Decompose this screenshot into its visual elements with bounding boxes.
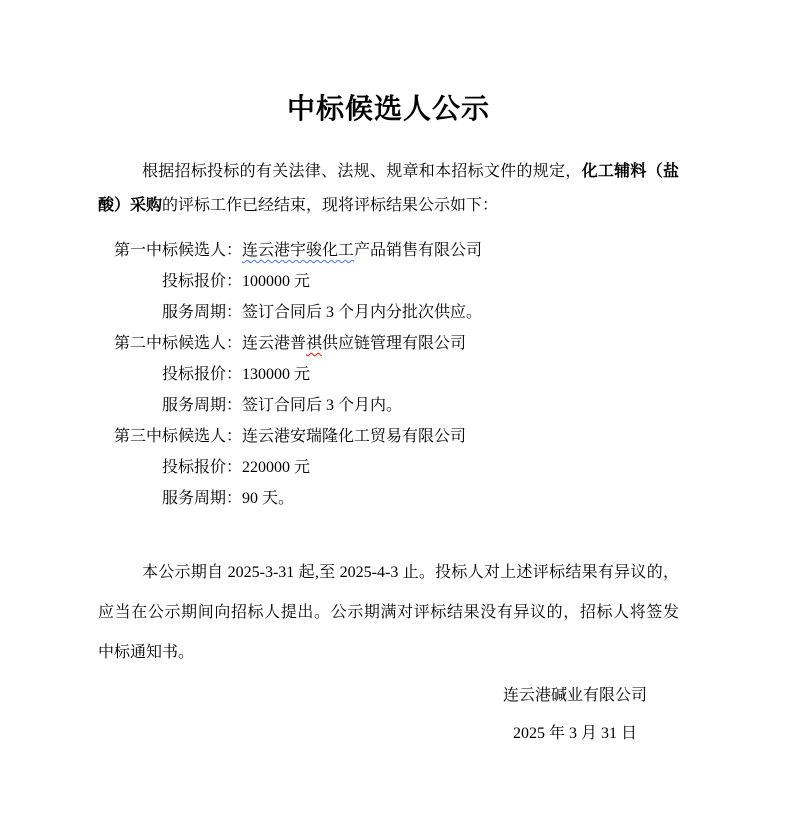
candidate-bid-price-row	[98, 452, 679, 483]
candidate-1-row	[98, 235, 679, 266]
bid-price-value: 130000 元	[242, 366, 311, 383]
candidate-service-period-row	[98, 297, 679, 328]
text-segment: 酸）采购	[98, 197, 163, 214]
candidate-service-period-row	[98, 390, 679, 421]
spellcheck-flagged-text: 连云港宇骏化工	[242, 242, 355, 259]
candidate-rank-label: 第一中标候选人：	[114, 242, 243, 259]
text-segment: 的评标工作已经结束，现将评标结果公示如下：	[162, 197, 499, 214]
closing-line: 中标通知书。	[98, 644, 195, 661]
candidate-bid-price-row	[98, 266, 679, 297]
closing-line: 本公示期自 2025-3-31 起,至 2025-4-3 止。投标人对上述评标结果有异议的，	[142, 564, 679, 581]
signature-block	[471, 677, 679, 753]
service-period-value: 90 天。	[242, 490, 295, 507]
document-title: 中标候选人公示	[286, 94, 490, 125]
intro-line	[98, 155, 679, 189]
text-segment: 供应链管理有限公司	[322, 335, 467, 352]
service-period-value: 签订合同后 3 个月内。	[242, 397, 403, 414]
bid-price-label: 投标报价：	[162, 459, 243, 476]
service-period-value: 签订合同后 3 个月内分批次供应。	[242, 304, 483, 321]
candidate-service-period-row	[98, 483, 679, 514]
intro-paragraph	[98, 155, 679, 223]
candidate-rank-label: 第三中标候选人：	[114, 428, 243, 445]
candidate-company-name	[242, 242, 482, 259]
closing-paragraph	[98, 553, 679, 673]
service-period-label: 服务周期：	[162, 397, 243, 414]
signature-company: 连云港碱业有限公司	[502, 687, 647, 704]
candidate-company-name	[242, 335, 466, 352]
bid-price-label: 投标报价：	[162, 273, 243, 290]
text-segment: 根据招标投标的有关法律、法规、规章和本招标文件的规定，	[142, 163, 582, 180]
candidate-company-name	[242, 428, 466, 445]
candidate-bid-price-row	[98, 359, 679, 390]
spellcheck-flagged-text: 祺	[306, 335, 323, 352]
candidate-3-row	[98, 421, 679, 452]
bid-price-label: 投标报价：	[162, 366, 243, 383]
text-segment: 化工辅料（盐	[581, 163, 679, 180]
text-segment: 连云港安瑞隆化工贸易有限公司	[242, 428, 467, 445]
signature-date: 2025 年 3 月 31 日	[512, 725, 637, 742]
closing-line: 应当在公示期间向招标人提出。公示期满对评标结果没有异议的，招标人将签发	[98, 604, 679, 621]
service-period-label: 服务周期：	[162, 490, 243, 507]
bid-price-value: 220000 元	[242, 459, 311, 476]
candidates-list	[98, 235, 679, 514]
candidate-2-row	[98, 328, 679, 359]
service-period-label: 服务周期：	[162, 304, 243, 321]
bid-price-value: 100000 元	[242, 273, 311, 290]
text-segment: 产品销售有限公司	[354, 242, 483, 259]
intro-line	[98, 189, 679, 223]
candidate-rank-label: 第二中标候选人：	[114, 335, 243, 352]
text-segment: 连云港普	[242, 335, 307, 352]
